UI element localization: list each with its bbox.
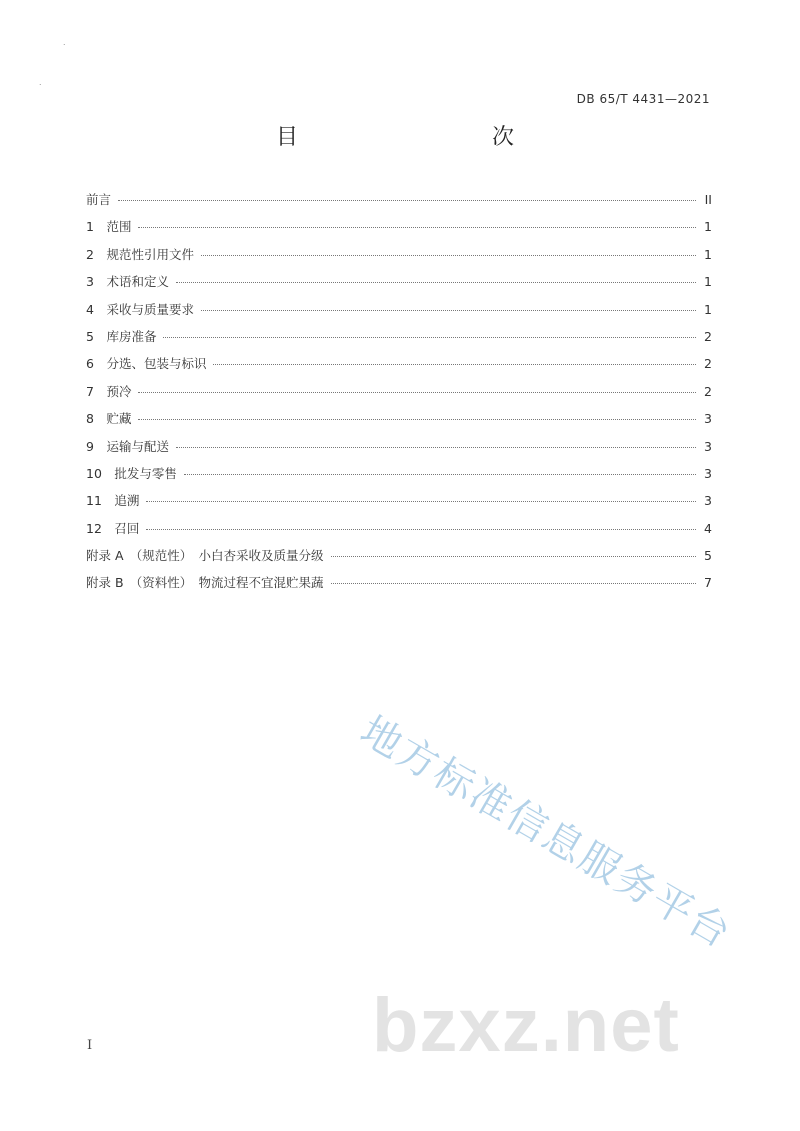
toc-entry-label: 11 追溯 <box>86 493 140 509</box>
toc-entry-label: 7 预冷 <box>86 383 132 399</box>
toc-entry-page: 2 <box>704 328 712 344</box>
toc-leader-dots <box>176 447 696 448</box>
toc-entry-page: 7 <box>704 575 712 591</box>
toc-entry-page: 1 <box>704 301 712 317</box>
toc-leader-dots <box>138 227 696 228</box>
toc-entry[interactable] <box>86 354 712 381</box>
toc-entry-label: 4 采收与质量要求 <box>86 301 194 317</box>
toc-entry-label: 8 贮藏 <box>86 411 132 427</box>
toc-entry-label: 3 术语和定义 <box>86 274 169 290</box>
toc-entry[interactable] <box>86 217 712 244</box>
toc-entry[interactable] <box>86 190 712 217</box>
table-of-contents <box>86 190 712 601</box>
toc-leader-dots <box>331 556 696 557</box>
toc-leader-dots <box>201 310 696 311</box>
toc-entry-label: 5 库房准备 <box>86 328 157 344</box>
toc-entry-label: 附录 B （资料性） 物流过程不宜混贮果蔬 <box>86 575 324 591</box>
toc-entry[interactable] <box>86 573 712 600</box>
toc-entry-page: 2 <box>704 356 712 372</box>
toc-entry-page: 4 <box>704 520 712 536</box>
toc-leader-dots <box>176 282 696 283</box>
toc-entry-label: 附录 A （规范性） 小白杏采收及质量分级 <box>86 548 324 564</box>
toc-entry-page: 3 <box>704 438 712 454</box>
scan-speck: ˙ <box>38 84 43 94</box>
toc-leader-dots <box>146 501 696 502</box>
toc-entry-page: 3 <box>704 411 712 427</box>
scan-speck: ˙ <box>62 44 67 54</box>
toc-entry-label: 6 分选、包装与标识 <box>86 356 207 372</box>
toc-title: 目 次 <box>275 125 564 150</box>
toc-entry[interactable] <box>86 519 712 546</box>
toc-leader-dots <box>184 474 696 475</box>
toc-entry-page: 1 <box>704 246 712 262</box>
page-number: I <box>87 1038 93 1053</box>
document-code: DB 65/T 4431—2021 <box>576 92 710 106</box>
toc-entry[interactable] <box>86 437 712 464</box>
toc-leader-dots <box>138 392 696 393</box>
watermark-chinese: 地方标准信息服务平台 <box>352 707 740 958</box>
toc-entry[interactable] <box>86 382 712 409</box>
toc-entry[interactable] <box>86 272 712 299</box>
toc-leader-dots <box>201 255 696 256</box>
toc-entry[interactable] <box>86 300 712 327</box>
toc-entry-label: 10 批发与零售 <box>86 465 177 481</box>
toc-entry[interactable] <box>86 546 712 573</box>
toc-entry-label: 9 运输与配送 <box>86 438 169 454</box>
toc-entry-label: 12 召回 <box>86 520 140 536</box>
toc-entry-page: 1 <box>704 219 712 235</box>
toc-entry-page: 1 <box>704 274 712 290</box>
toc-leader-dots <box>163 337 696 338</box>
toc-entry-label: 前言 <box>86 192 112 207</box>
toc-entry-page: 5 <box>704 548 712 564</box>
toc-entry-page: 3 <box>704 465 712 481</box>
toc-entry-label: 2 规范性引用文件 <box>86 246 194 262</box>
toc-leader-dots <box>118 200 696 201</box>
toc-entry[interactable] <box>86 245 712 272</box>
toc-leader-dots <box>146 529 696 530</box>
toc-leader-dots <box>331 583 696 584</box>
toc-entry-page: 2 <box>704 383 712 399</box>
toc-entry-page: II <box>704 192 712 207</box>
toc-leader-dots <box>138 419 696 420</box>
toc-leader-dots <box>213 364 696 365</box>
toc-entry[interactable] <box>86 464 712 491</box>
toc-entry[interactable] <box>86 491 712 518</box>
toc-entry[interactable] <box>86 327 712 354</box>
toc-entry-label: 1 范围 <box>86 219 132 235</box>
toc-entry-page: 3 <box>704 493 712 509</box>
watermark-site: bzxz.net <box>372 983 680 1068</box>
toc-entry[interactable] <box>86 409 712 436</box>
